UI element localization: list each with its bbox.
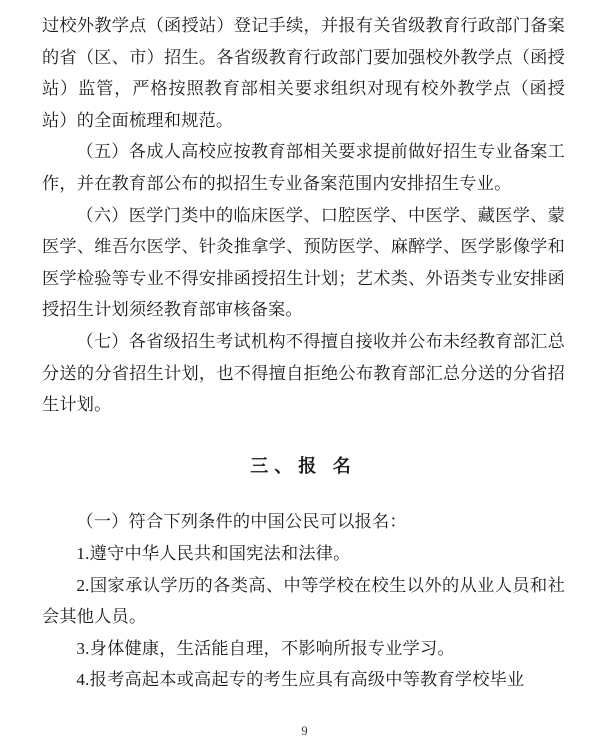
list-item-2: 2.国家承认学历的各类高、中等学校在校生以外的从业人员和社会其他人员。: [42, 575, 565, 627]
paragraph-item-seven: （七）各省级招生考试机构不得擅自接收并公布未经教育部汇总分送的分省招生计划，也不得擅自拒绝公布教育部汇总分送的分省招生计划。: [42, 331, 565, 415]
paragraph-continuation: 过校外教学点（函授站）登记手续，并报有关省级教育行政部门备案的省（区、市）招生。各省级教育行政部门要加强校外教学点（函授站）监管，严格按照教育部相关要求组织对现有校外教学点（函授站）的全面梳理和规范。: [42, 16, 565, 130]
paragraph-item-six: （六）医学门类中的临床医学、口腔医学、中医学、藏医学、蒙医学、维吾尔医学、针灸推拿学、预防医学、麻醉学、医学影像学和医学检验等专业不得安排函授招生计划；艺术类、外语类专业安排函授招生计划须经教育部审核备案。: [42, 205, 565, 320]
list-item-4: 4.报考高起本或高起专的考生应具有高级中等教育学校毕业: [76, 670, 525, 690]
section-heading-registration: 三、报 名: [250, 455, 357, 476]
spacer-after-section: [42, 482, 565, 506]
spacer-before-section: [42, 421, 565, 451]
paragraph-item-one: （一）符合下列条件的中国公民可以报名：: [76, 512, 407, 532]
list-item-3: 3.身体健康，生活能自理，不影响所报专业学习。: [76, 638, 455, 658]
paragraph-item-five: （五）各成人高校应按教育部相关要求提前做好招生专业备案工作，并在教育部公布的拟招生专业备案范围内安排招生专业。: [42, 142, 565, 193]
list-item-1: 1.遵守中华人民共和国宪法和法律。: [76, 543, 351, 563]
page-number: 9: [301, 724, 308, 738]
